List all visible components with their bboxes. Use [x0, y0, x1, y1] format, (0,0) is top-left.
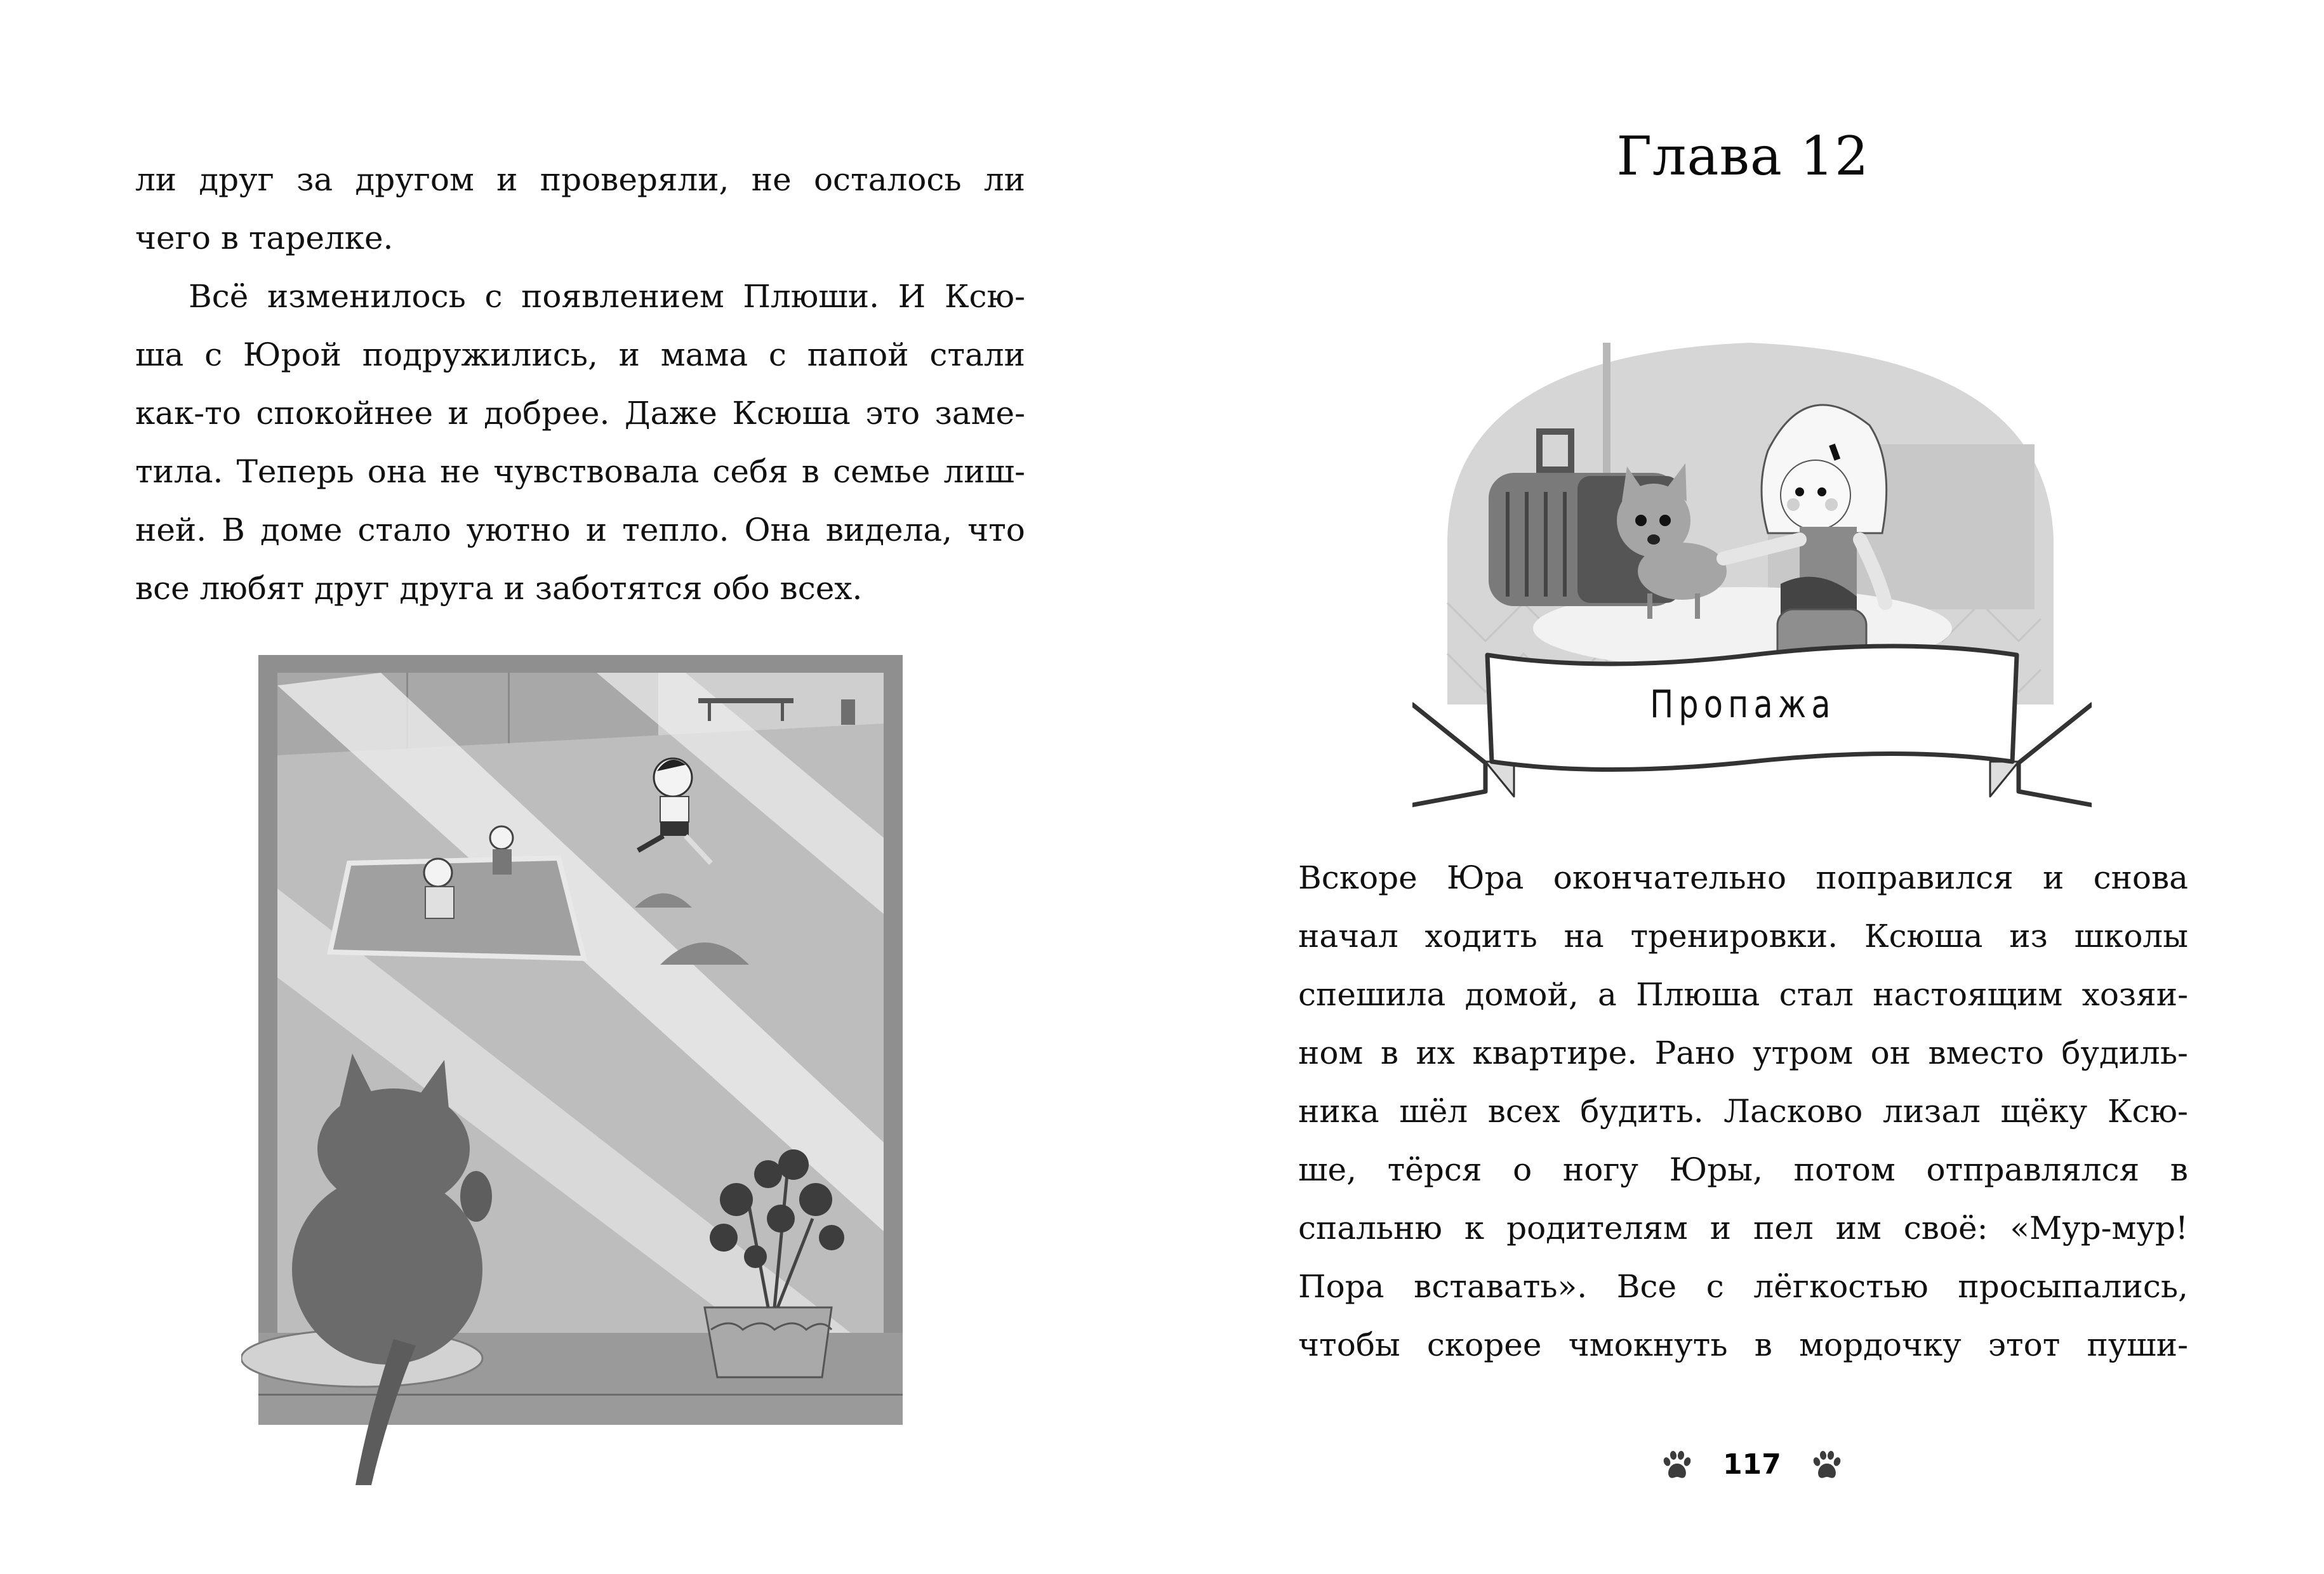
text-line: Вскоре Юра окончательно поправился и снова — [1298, 859, 2188, 896]
chapter-title: Глава 12 — [1616, 125, 1869, 187]
paw-print-icon — [1663, 1450, 1691, 1479]
girl-kitten-illustration — [1412, 330, 2092, 819]
page-footer — [1663, 1447, 1841, 1483]
text-line: Всё изменилось с появлением Плюши. И Ксю- — [189, 278, 1025, 315]
text-line: Пора вставать». Все с лёгкостью просыпались, — [1298, 1268, 2188, 1305]
text-line: чего в тарелке. — [135, 220, 394, 256]
right-page-text — [1298, 849, 2188, 1374]
text-line: ли друг за другом и проверяли, не осталось ли — [135, 161, 1025, 198]
text-line: тила. Теперь она не чувствовала себя в семье лиш- — [135, 453, 1025, 490]
text-line: чтобы скорее чмокнуть в мордочку этот пуши- — [1298, 1326, 2188, 1363]
text-line: ном в их квартире. Рано утром он вместо будиль- — [1298, 1035, 2188, 1071]
text-line: ника шёл всех будить. Ласково лизал щёку Ксю- — [1298, 1093, 2188, 1130]
text-line: ша с Юрой подружились, и мама с папой стали — [135, 336, 1025, 373]
text-line: как-то спокойнее и добрее. Даже Ксюша это заме- — [135, 395, 1025, 432]
text-line: ней. В доме стало уютно и тепло. Она видела, что — [135, 512, 1025, 548]
right-page — [1162, 0, 2324, 1574]
text-line: спальню к родителям и пел им своё: «Мур-мур! — [1298, 1210, 2188, 1247]
left-page-text — [135, 150, 1025, 618]
chapter-subtitle: Пропажа — [1650, 682, 1836, 727]
text-line: ше, тёрся о ногу Юры, потом отправлялся в — [1298, 1151, 2188, 1188]
window-cat-illustration — [241, 647, 927, 1491]
paw-print-icon — [1813, 1450, 1841, 1479]
text-line: начал ходить на тренировки. Ксюша из школы — [1298, 918, 2188, 955]
text-line: все любят друг друга и заботятся обо всех. — [135, 570, 863, 607]
page-number: 117 — [1723, 1448, 1781, 1481]
text-line: спешила домой, а Плюша стал настоящим хозяи- — [1298, 976, 2188, 1013]
